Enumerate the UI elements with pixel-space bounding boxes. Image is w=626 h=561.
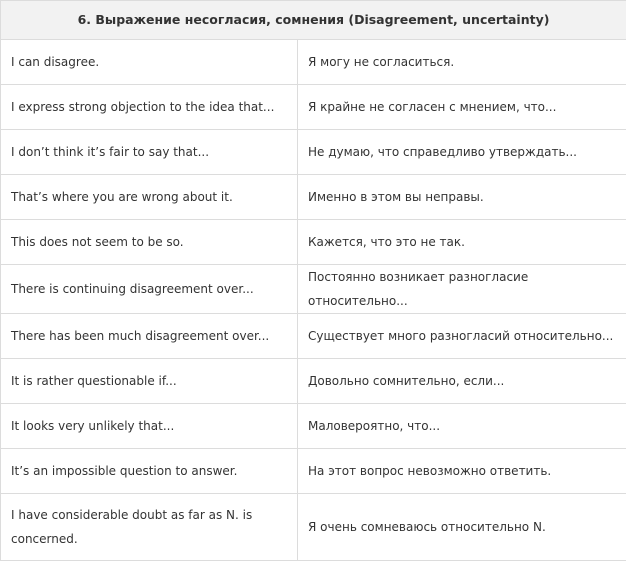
russian-phrase: На этот вопрос невозможно ответить. [298, 449, 626, 494]
russian-phrase: Кажется, что это не так. [298, 220, 626, 265]
russian-phrase: Я могу не согласиться. [298, 40, 626, 85]
english-phrase: That’s where you are wrong about it. [1, 175, 298, 220]
table-row [1, 220, 626, 265]
russian-phrase: Я крайне не согласен с мнением, что... [298, 85, 626, 130]
english-phrase: I have considerable doubt as far as N. is concerned. [1, 494, 298, 561]
english-phrase: It is rather questionable if... [1, 359, 298, 404]
table-row [1, 265, 626, 314]
english-phrase: I don’t think it’s fair to say that... [1, 130, 298, 175]
table-row [1, 494, 626, 561]
table-row [1, 175, 626, 220]
russian-phrase: Не думаю, что справедливо утверждать... [298, 130, 626, 175]
russian-phrase: Существует много разногласий относительно... [298, 314, 626, 359]
table-row [1, 449, 626, 494]
english-phrase: There has been much disagreement over... [1, 314, 298, 359]
russian-phrase: Постоянно возникает разногласие относительно... [298, 265, 626, 314]
russian-phrase: Маловероятно, что... [298, 404, 626, 449]
table-row [1, 404, 626, 449]
table-row [1, 359, 626, 404]
table-header-row [1, 1, 626, 40]
english-phrase: This does not seem to be so. [1, 220, 298, 265]
table-row [1, 85, 626, 130]
table-row [1, 314, 626, 359]
russian-phrase: Довольно сомнительно, если... [298, 359, 626, 404]
russian-phrase: Я очень сомневаюсь относительно N. [298, 494, 626, 561]
english-phrase: There is continuing disagreement over... [1, 265, 298, 314]
english-phrase: It looks very unlikely that... [1, 404, 298, 449]
table-title: 6. Выражение несогласия, сомнения (Disagreement, uncertainty) [1, 1, 626, 40]
english-phrase: I express strong objection to the idea that... [1, 85, 298, 130]
english-phrase: It’s an impossible question to answer. [1, 449, 298, 494]
russian-phrase: Именно в этом вы неправы. [298, 175, 626, 220]
table-row [1, 130, 626, 175]
english-phrase: I can disagree. [1, 40, 298, 85]
table-row [1, 40, 626, 85]
